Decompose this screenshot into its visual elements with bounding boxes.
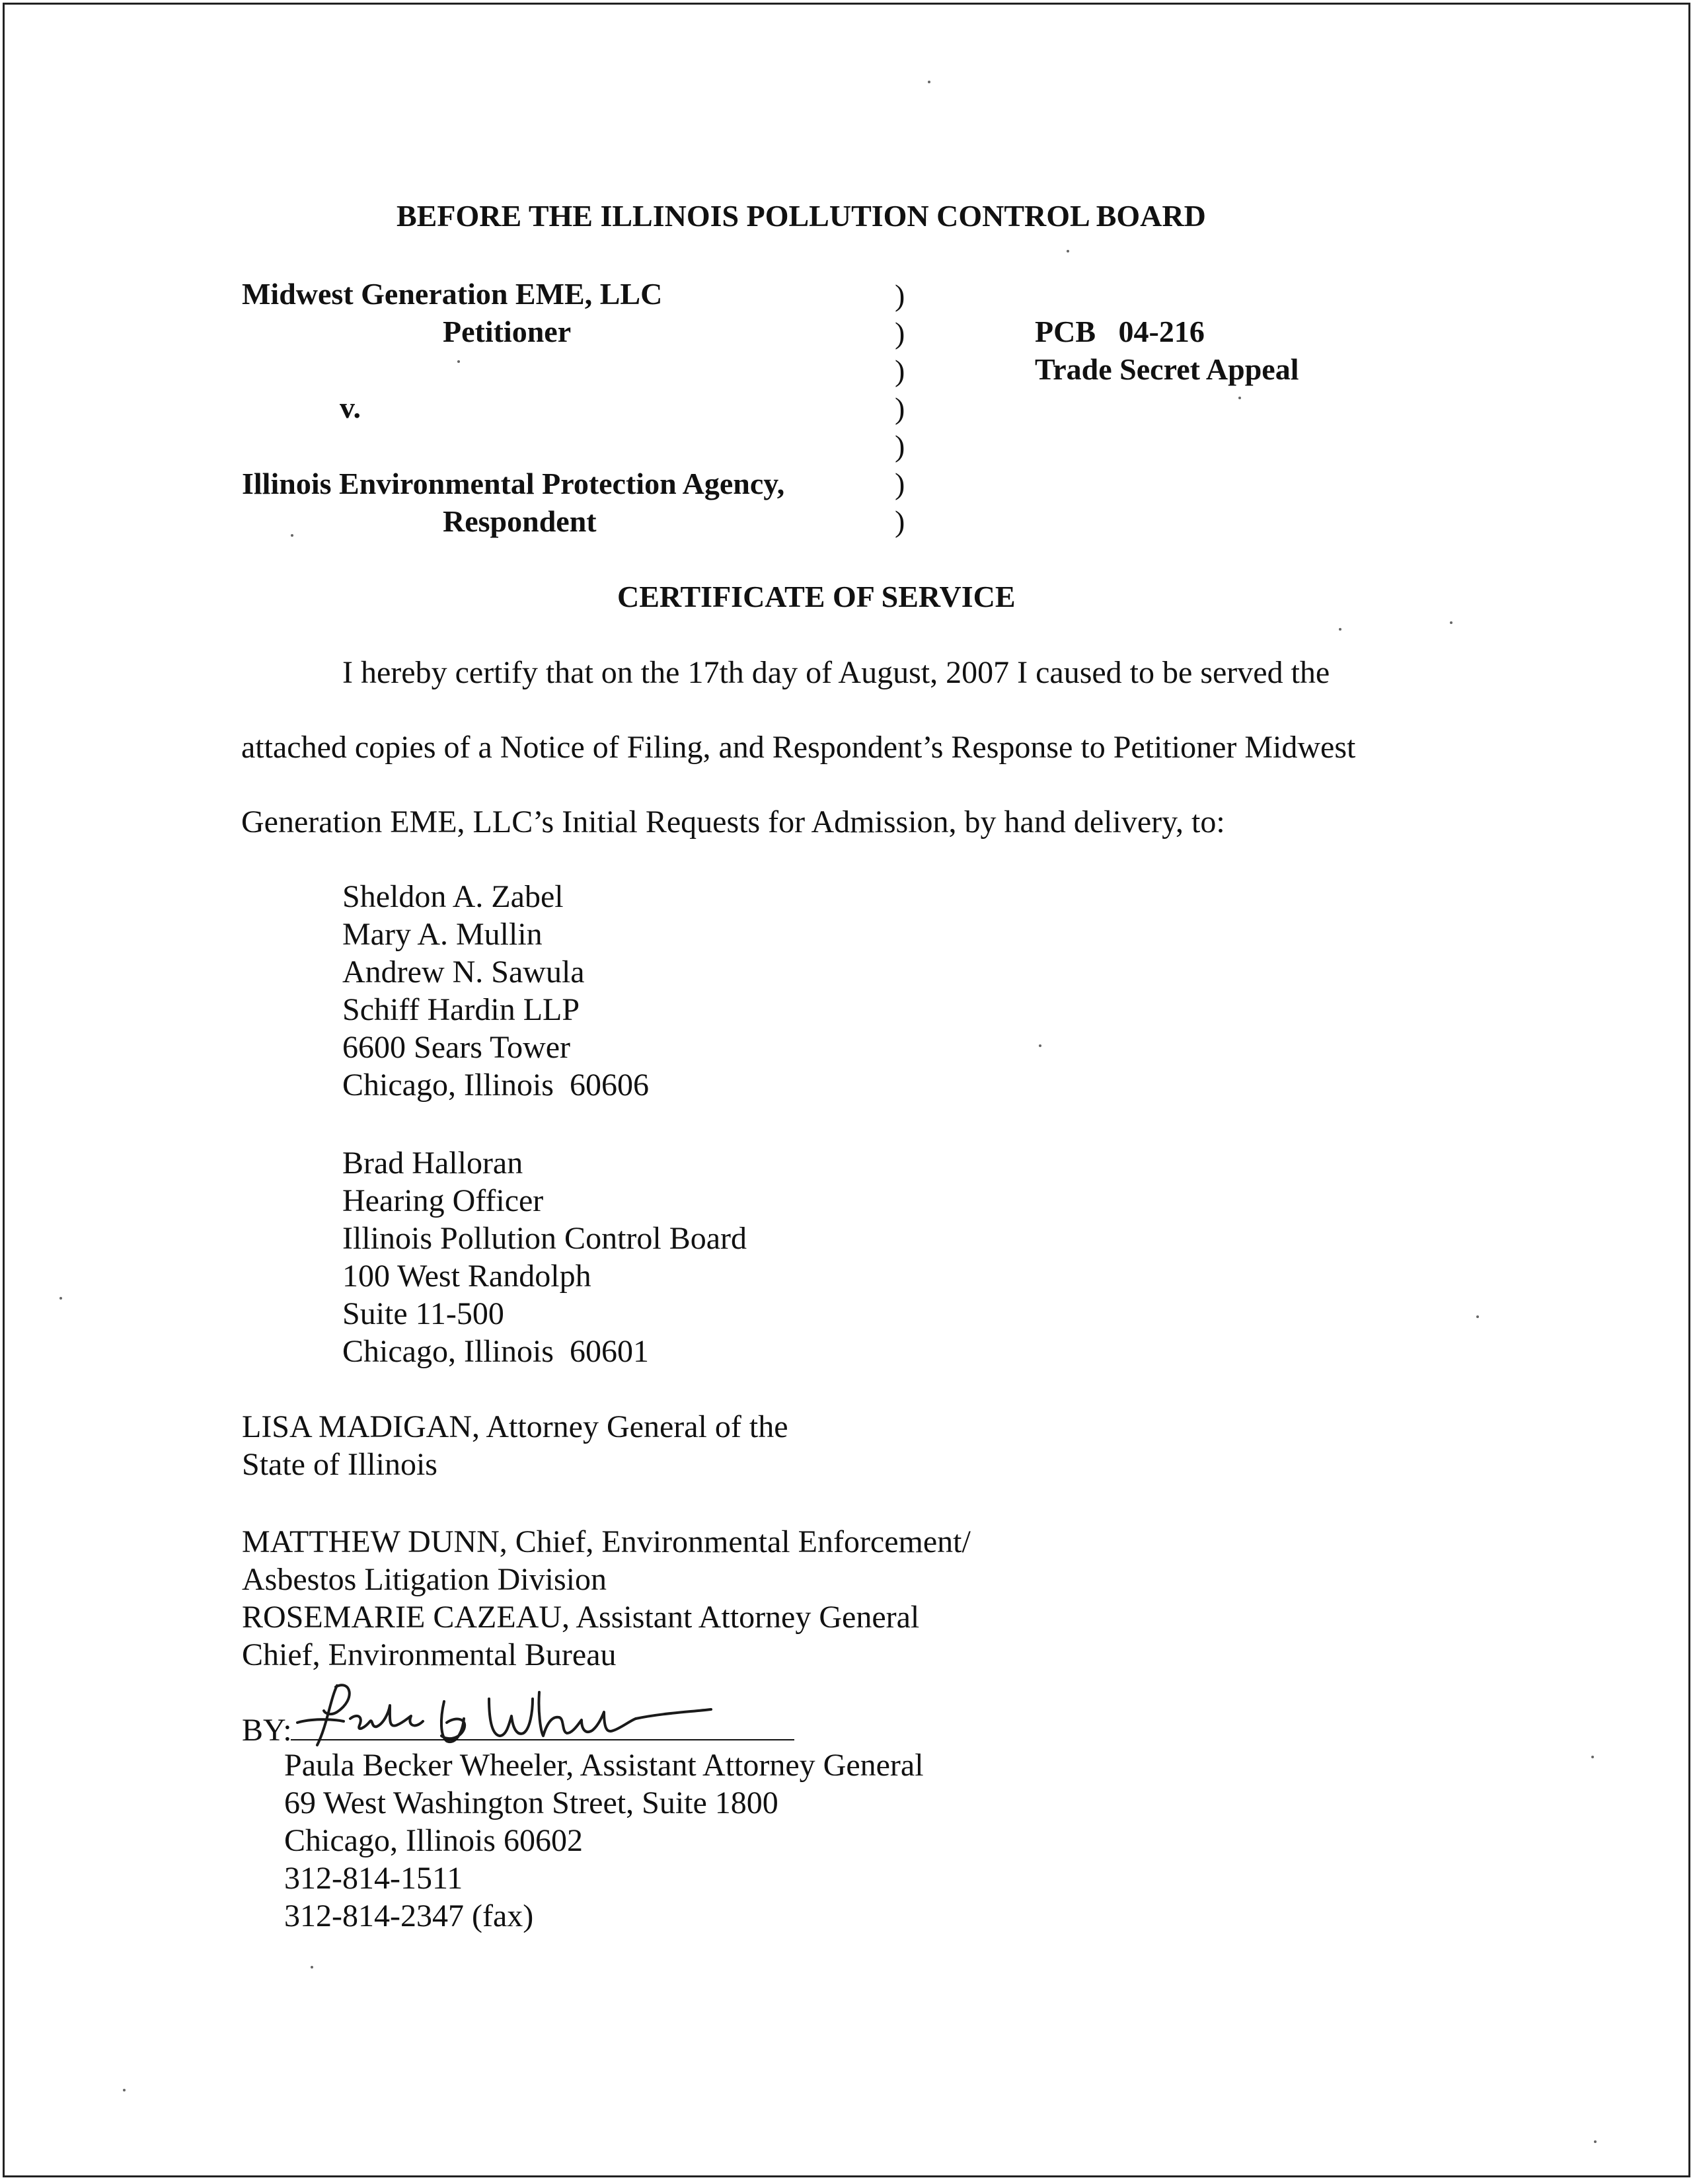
certification-line-3: Generation EME, LLC’s Initial Requests for Admission, by hand delivery, to: — [241, 804, 1225, 839]
certification-line-2: attached copies of a Notice of Filing, and Respondent’s Response to Petitioner Midwest — [241, 730, 1356, 765]
scan-speck — [1450, 621, 1452, 624]
recipient-line: 6600 Sears Tower — [342, 1030, 571, 1065]
caption-paren: ) — [895, 316, 905, 350]
recipient-line: 100 West Randolph — [342, 1259, 591, 1294]
signatory-line: 69 West Washington Street, Suite 1800 — [284, 1785, 778, 1820]
division-line: Chief, Environmental Bureau — [242, 1637, 617, 1672]
recipient-line: Brad Halloran — [342, 1146, 523, 1181]
recipient-line: Mary A. Mullin — [342, 917, 543, 952]
scan-speck — [1067, 250, 1069, 253]
caption-paren: ) — [895, 467, 905, 500]
versus-label: v. — [340, 391, 361, 424]
caption-paren: ) — [895, 504, 905, 538]
scan-speck — [1476, 1315, 1479, 1318]
attorney-general-line: State of Illinois — [242, 1447, 437, 1482]
signatory-line: 312-814-1511 — [284, 1861, 463, 1896]
signatory-line: Paula Becker Wheeler, Assistant Attorney General — [284, 1748, 924, 1783]
recipient-line: Chicago, Illinois 60601 — [342, 1334, 649, 1369]
scan-speck — [123, 2089, 126, 2091]
signatory-line: Chicago, Illinois 60602 — [284, 1823, 583, 1858]
signatory-line: 312-814-2347 (fax) — [284, 1898, 534, 1933]
petitioner-role: Petitioner — [443, 315, 572, 348]
page-heading: BEFORE THE ILLINOIS POLLUTION CONTROL BOARD — [396, 199, 1206, 233]
by-label: BY: — [242, 1713, 292, 1748]
attorney-general-line: LISA MADIGAN, Attorney General of the — [242, 1409, 788, 1444]
case-type: Trade Secret Appeal — [1035, 352, 1299, 386]
caption-paren: ) — [895, 354, 905, 387]
division-line: MATTHEW DUNN, Chief, Environmental Enforcement/ — [242, 1524, 971, 1559]
respondent-name: Illinois Environmental Protection Agency, — [242, 467, 785, 500]
division-line: Asbestos Litigation Division — [242, 1562, 607, 1597]
attorney-general-block — [242, 1408, 788, 1483]
respondent-role: Respondent — [443, 504, 597, 538]
recipient-address-block-1 — [342, 878, 649, 1104]
scan-speck — [311, 1966, 313, 1969]
recipient-address-block-2 — [342, 1144, 747, 1370]
signatory-block — [284, 1746, 924, 1935]
caption-paren: ) — [895, 278, 905, 312]
division-line: ROSEMARIE CAZEAU, Assistant Attorney General — [242, 1600, 920, 1635]
caption-paren: ) — [895, 429, 905, 463]
scan-speck — [1339, 628, 1341, 631]
recipient-line: Chicago, Illinois 60606 — [342, 1068, 649, 1103]
scan-speck — [59, 1297, 62, 1300]
recipient-line: Illinois Pollution Control Board — [342, 1221, 747, 1256]
division-block — [242, 1523, 971, 1674]
handwritten-signature — [291, 1672, 806, 1758]
petitioner-name: Midwest Generation EME, LLC — [242, 277, 663, 311]
scan-speck — [1238, 397, 1241, 399]
recipient-line: Hearing Officer — [342, 1183, 544, 1218]
case-number: PCB 04-216 — [1035, 315, 1205, 348]
scan-speck — [1591, 1756, 1594, 1758]
certification-line-1: I hereby certify that on the 17th day of August, 2007 I caused to be served the — [342, 655, 1330, 690]
scan-speck — [928, 81, 930, 83]
scan-speck — [457, 360, 460, 363]
scan-speck — [1039, 1044, 1041, 1047]
caption-paren: ) — [895, 391, 905, 425]
recipient-line: Suite 11-500 — [342, 1296, 504, 1331]
caption-paren-column — [895, 276, 905, 540]
scan-speck — [1594, 2140, 1597, 2143]
recipient-line: Andrew N. Sawula — [342, 955, 585, 990]
recipient-line: Schiff Hardin LLP — [342, 992, 580, 1027]
scan-speck — [291, 534, 293, 537]
certificate-title: CERTIFICATE OF SERVICE — [617, 580, 1016, 613]
recipient-line: Sheldon A. Zabel — [342, 879, 564, 914]
